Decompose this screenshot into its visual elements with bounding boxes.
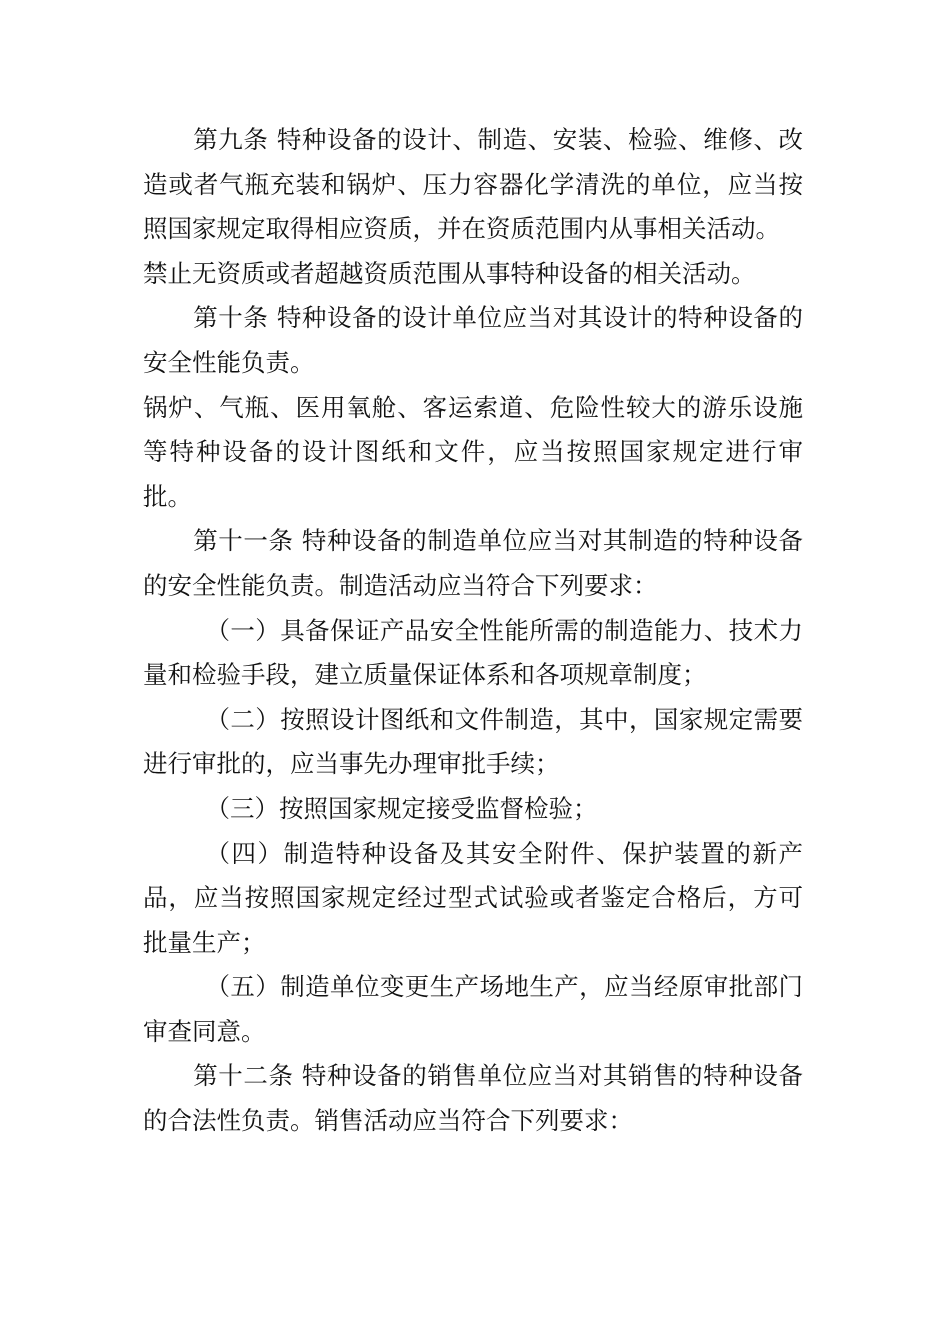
- article-12-paragraph: 第十二条 特种设备的销售单位应当对其销售的特种设备的合法性负责。销售活动应当符合下列要求：: [143, 1061, 803, 1136]
- article-10-approval-paragraph: 锅炉、气瓶、医用氧舱、客运索道、危险性较大的游乐设施等特种设备的设计图纸和文件，应当按照国家规定进行审批。: [143, 392, 803, 511]
- article-11-item-3: （三）按照国家规定接受监督检验；: [205, 793, 598, 823]
- article-9-paragraph: 第九条 特种设备的设计、制造、安装、检验、维修、改造或者气瓶充装和锅炉、压力容器化学清洗的单位，应当按照国家规定取得相应资质，并在资质范围内从事相关活动。: [143, 125, 803, 244]
- article-10-paragraph: 第十条 特种设备的设计单位应当对其设计的特种设备的安全性能负责。: [143, 303, 803, 377]
- document-body: [143, 118, 803, 1144]
- article-9-prohibition-paragraph: 禁止无资质或者超越资质范围从事特种设备的相关活动。: [143, 258, 756, 288]
- article-11-item-4: （四）制造特种设备及其安全附件、保护装置的新产品，应当按照国家规定经过型式试验或者鉴定合格后，方可批量生产；: [143, 838, 803, 957]
- article-11-item-1: （一）具备保证产品安全性能所需的制造能力、技术力量和检验手段，建立质量保证体系和各项规章制度；: [143, 615, 803, 690]
- article-11-item-5: （五）制造单位变更生产场地生产，应当经原审批部门审查同意。: [143, 972, 803, 1046]
- article-11-paragraph: 第十一条 特种设备的制造单位应当对其制造的特种设备的安全性能负责。制造活动应当符合下列要求：: [143, 526, 803, 600]
- article-11-item-2: （二）按照设计图纸和文件制造，其中，国家规定需要进行审批的，应当事先办理审批手续；: [143, 704, 803, 779]
